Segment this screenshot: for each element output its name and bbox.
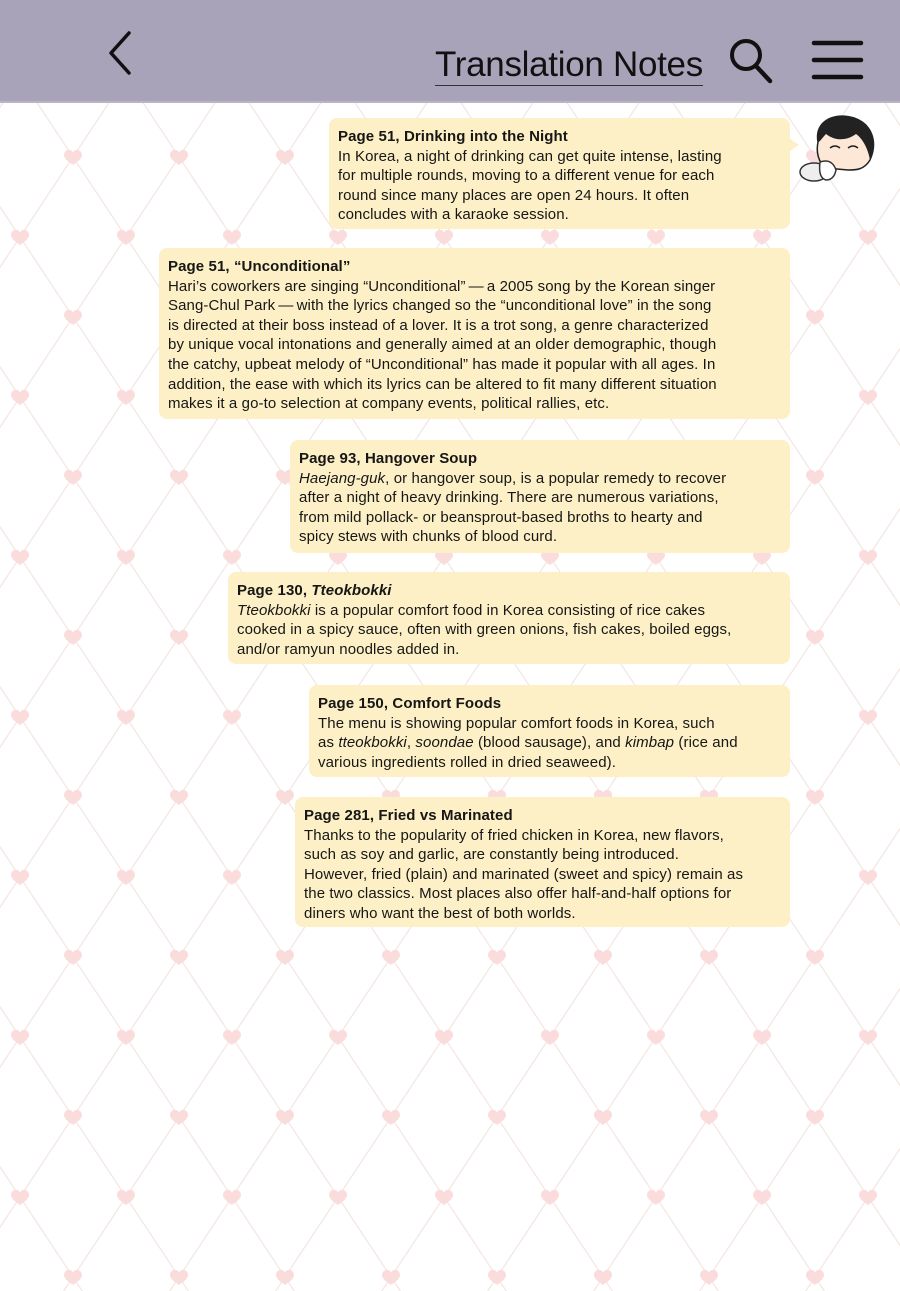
note-line: round since many places are open 24 hours. It often <box>338 186 690 204</box>
note-bubble-fried-vs-marinated <box>295 797 790 927</box>
note-bubble-drinking <box>329 118 790 229</box>
italic-term: soondae <box>415 734 474 752</box>
note-line: Thanks to the popularity of fried chicken in Korea, new flavors, <box>304 826 724 844</box>
note-text: , or hangover soup, is a popular remedy to recover <box>385 469 727 487</box>
note-line: the two classics. Most places also offer half-and-half options for <box>304 885 732 903</box>
note-bubble-tteokbokki <box>228 572 790 664</box>
note-heading: Page 51, Drinking into the Night <box>338 128 568 145</box>
italic-term: tteokbokki <box>338 734 407 752</box>
note-line: the catchy, upbeat melody of “Unconditional” has made it popular with all ages. In <box>168 355 716 373</box>
note-heading: Page 281, Fried vs Marinated <box>304 807 513 824</box>
note-heading: Page 150, Comfort Foods <box>318 695 502 712</box>
note-bubble-unconditional <box>159 248 790 419</box>
chevron-left-icon[interactable] <box>100 28 140 78</box>
note-text: is a popular comfort food in Korea consisting of rice cakes <box>310 601 706 619</box>
italic-term: kimbap <box>625 734 675 752</box>
italic-term: Haejang-guk <box>299 469 386 487</box>
note-bubble-comfort-foods <box>309 685 790 777</box>
note-line: after a night of heavy drinking. There are numerous variations, <box>299 489 719 507</box>
note-line <box>237 601 780 621</box>
mascot-avatar-icon <box>796 112 880 187</box>
note-line <box>299 469 780 489</box>
top-bar <box>0 0 900 103</box>
note-heading: Page 93, Hangover Soup <box>299 450 478 467</box>
note-line: In Korea, a night of drinking can get quite intense, lasting <box>338 147 722 165</box>
note-line: such as soy and garlic, are constantly being introduced. <box>304 846 679 864</box>
speech-tail <box>789 138 799 152</box>
note-line: However, fried (plain) and marinated (sweet and spicy) remain as <box>304 865 744 883</box>
note-line: cooked in a spicy sauce, often with green onions, fish cakes, boiled eggs, <box>237 621 732 639</box>
page-title: Translation Notes <box>435 45 703 84</box>
note-line: by unique vocal intonations and generally aimed at an older demographic, though <box>168 336 717 354</box>
note-heading: Page 51, “Unconditional” <box>168 258 351 275</box>
note-text: , <box>406 734 416 752</box>
note-line: concludes with a karaoke session. <box>338 206 569 224</box>
note-line: for multiple rounds, moving to a different venue for each <box>338 167 715 185</box>
heading-italic: Tteokbokki <box>311 582 392 599</box>
note-text: (blood sausage), and <box>473 734 626 752</box>
search-icon[interactable] <box>726 36 776 86</box>
note-line: various ingredients rolled in dried seaweed). <box>318 753 616 771</box>
note-line: Sang-Chul Park — with the lyrics changed so the “unconditional love” in the song <box>168 297 712 315</box>
note-line: makes it a go-to selection at company events, political rallies, etc. <box>168 395 610 413</box>
note-line: diners who want the best of both worlds. <box>304 904 576 922</box>
note-text: (rice and <box>674 734 738 752</box>
heading-text: Page 130, <box>237 582 312 599</box>
italic-term: Tteokbokki <box>237 601 311 619</box>
note-line: Hari’s coworkers are singing “Unconditional” — a 2005 song by the Korean singer <box>168 277 716 295</box>
note-heading <box>237 581 780 601</box>
note-line: and/or ramyun noodles added in. <box>237 640 460 658</box>
note-line: The menu is showing popular comfort foods in Korea, such <box>318 714 715 732</box>
hamburger-menu-icon[interactable] <box>810 38 865 83</box>
note-text: as <box>318 734 339 752</box>
note-line: spicy stews with chunks of blood curd. <box>299 528 558 546</box>
note-bubble-hangover-soup <box>290 440 790 553</box>
note-line: addition, the ease with which its lyrics can be altered to fit many different situation <box>168 375 717 393</box>
note-line <box>318 733 780 753</box>
note-line: is directed at their boss instead of a lover. It is a trot song, a genre characterized <box>168 316 709 334</box>
note-line: from mild pollack- or beansprout-based broths to hearty and <box>299 508 703 526</box>
